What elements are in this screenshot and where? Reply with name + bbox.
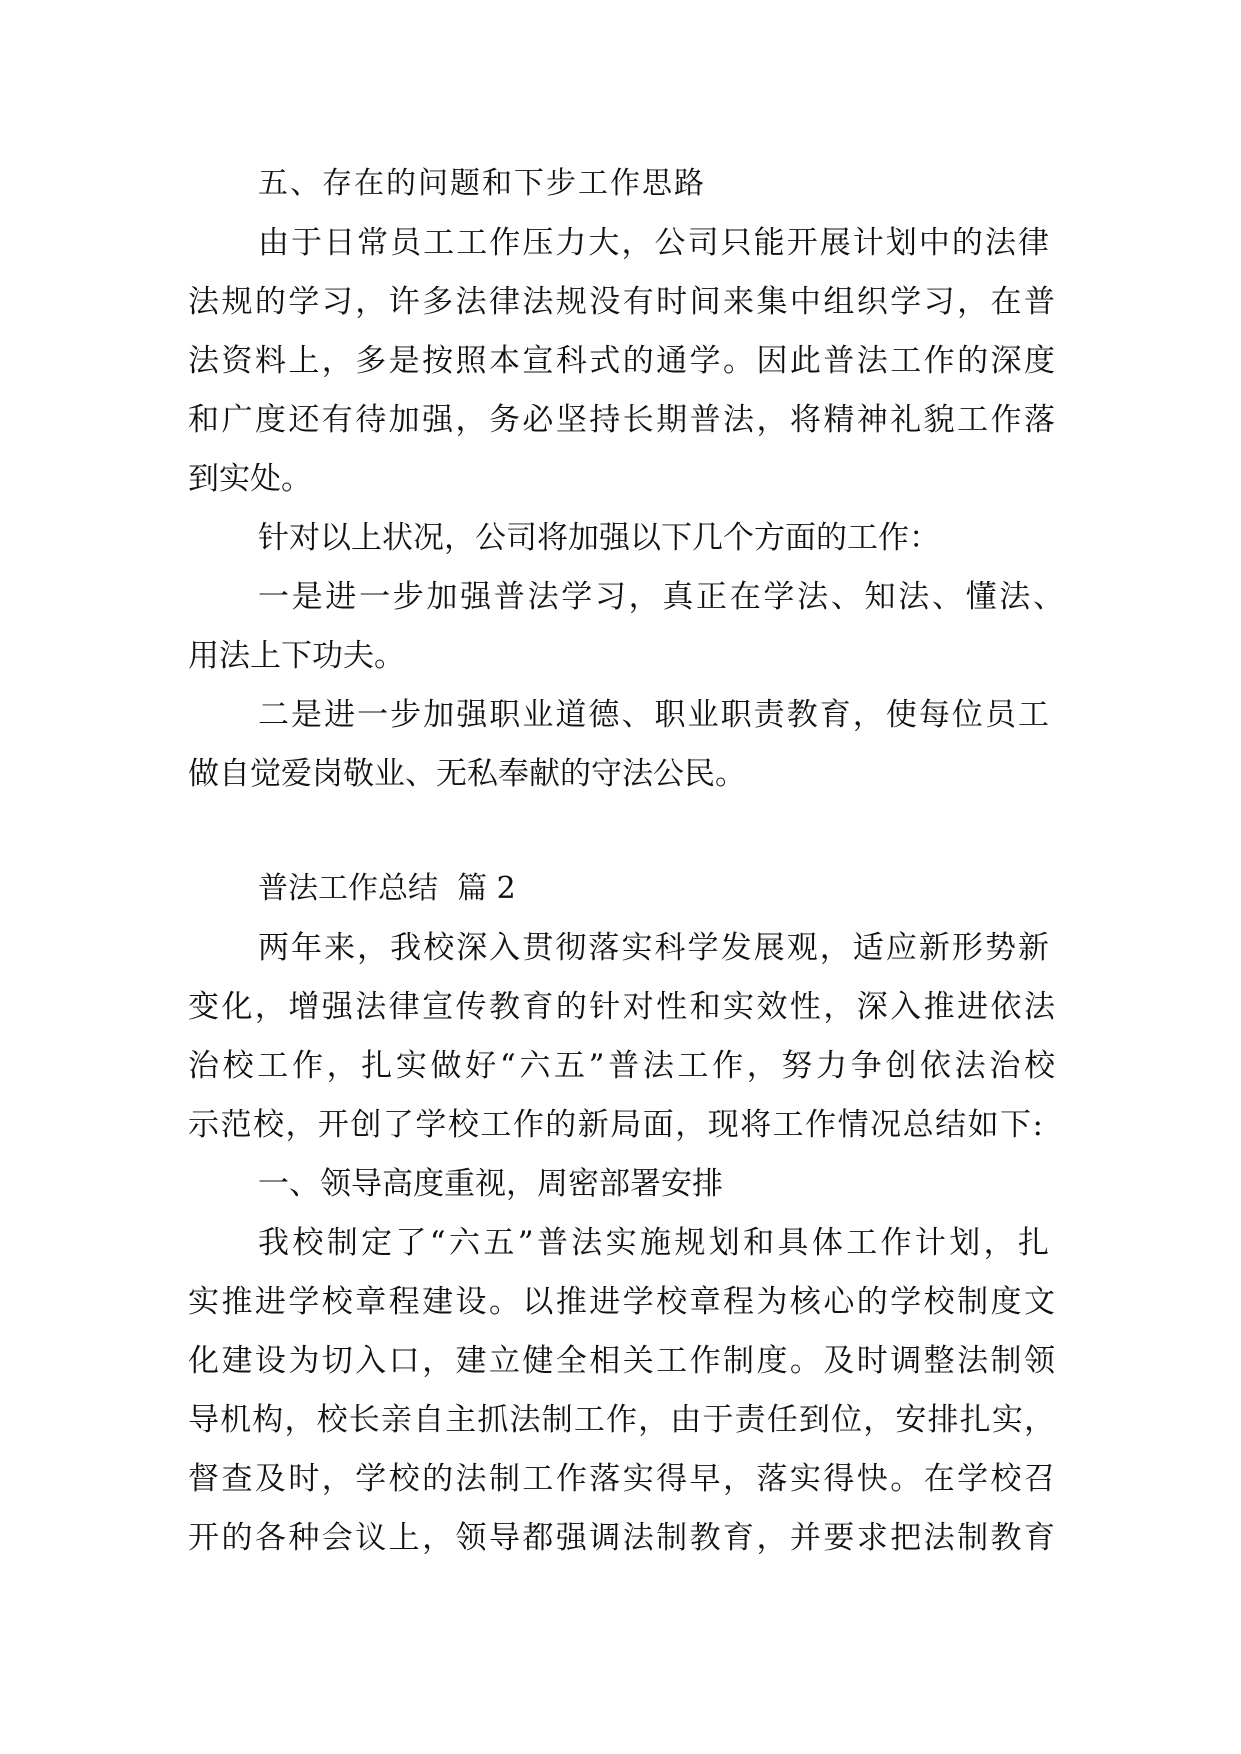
paragraph-line: 实推进学校章程建设。以推进学校章程为核心的学校制度文 — [188, 1284, 1055, 1320]
paragraph-line: 开的各种会议上，领导都强调法制教育，并要求把法制教育 — [188, 1520, 1055, 1556]
paragraph-line: 法规的学习，许多法律法规没有时间来集中组织学习，在普 — [188, 284, 1055, 320]
paragraph-line: 示范校，开创了学校工作的新局面，现将工作情况总结如下: — [188, 1107, 1043, 1143]
paragraph-line: 做自觉爱岗敬业、无私奉献的守法公民。 — [188, 756, 746, 792]
section-heading: 五、存在的问题和下步工作思路 — [258, 166, 706, 201]
paragraph-line: 一是进一步加强普法学习，真正在学法、知法、懂法、 — [258, 579, 1064, 615]
paragraph-line: 变化，增强法律宣传教育的针对性和实效性，深入推进依法 — [188, 989, 1055, 1025]
section-subheading: 一、领导高度重视，周密部署安排 — [258, 1166, 723, 1202]
paragraph-line: 导机构，校长亲自主抓法制工作，由于责任到位，安排扎实， — [188, 1402, 1055, 1438]
paragraph-line: 二是进一步加强职业道德、职业职责教育，使每位员工 — [258, 697, 1049, 733]
paragraph-line: 我校制定了“六五”普法实施规划和具体工作计划，扎 — [258, 1225, 1049, 1261]
paragraph-line: 用法上下功夫。 — [188, 638, 405, 674]
paragraph-line: 督查及时，学校的法制工作落实得早，落实得快。在学校召 — [188, 1461, 1055, 1497]
paragraph-line: 到实处。 — [188, 461, 312, 497]
paragraph-line: 治校工作，扎实做好“六五”普法工作，努力争创依法治校 — [188, 1048, 1055, 1084]
paragraph-line: 两年来，我校深入贯彻落实科学发展观，适应新形势新 — [258, 930, 1049, 966]
paragraph-line: 由于日常员工工作压力大，公司只能开展计划中的法律 — [258, 225, 1049, 261]
article-title: 普法工作总结 篇 2 — [258, 871, 516, 906]
paragraph-line: 针对以上状况，公司将加强以下几个方面的工作： — [258, 520, 940, 556]
paragraph-line: 法资料上，多是按照本宣科式的通学。因此普法工作的深度 — [188, 343, 1055, 379]
paragraph-line: 化建设为切入口，建立健全相关工作制度。及时调整法制领 — [188, 1343, 1055, 1379]
paragraph-line: 和广度还有待加强，务必坚持长期普法，将精神礼貌工作落 — [188, 402, 1055, 438]
